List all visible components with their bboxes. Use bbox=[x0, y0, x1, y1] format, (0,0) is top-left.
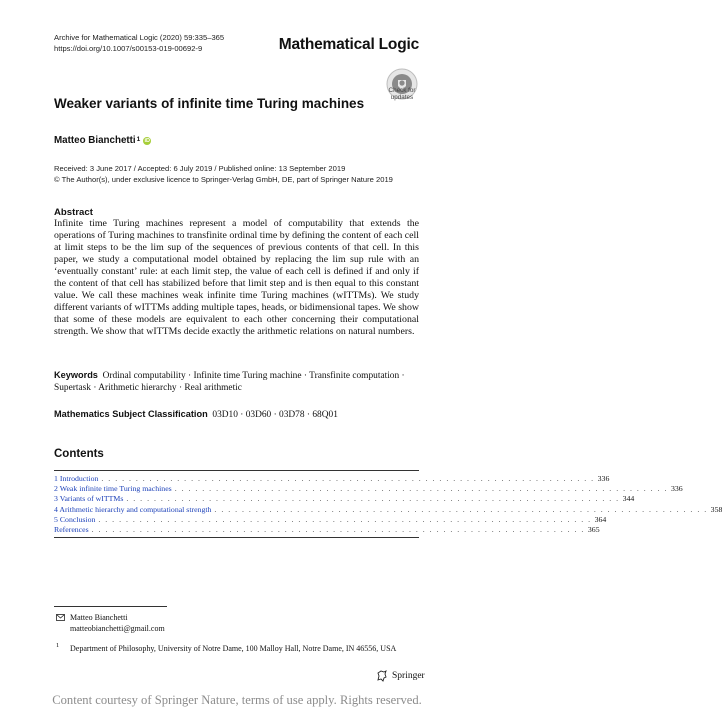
doi-link[interactable]: https://doi.org/10.1007/s00153-019-00692-9 bbox=[54, 44, 203, 53]
abstract-heading: Abstract bbox=[54, 207, 93, 218]
toc-entry-label[interactable]: 1 Introduction bbox=[54, 474, 99, 483]
toc-entry[interactable] bbox=[54, 484, 683, 494]
toc-entry-page: 344 bbox=[622, 494, 635, 504]
springer-horse-icon bbox=[376, 670, 388, 682]
table-of-contents bbox=[54, 474, 722, 535]
abstract-text: Infinite time Turing machines represent a model of computability that extends the operations of Turing machines to transfinite ordinal time by defining the content of each cell at limit steps to be the lim sup of the sequences of previous contents of that cell. In this paper, we study a computational model obtained by replacing the lim sup rule with an ‘eventually constant’ rule: at each limit step, the value of each cell is defined if and only if the content of that cell has stabilized before that limit step and is then equal to this constant value. We call these machines weak infinite time Turing machines (wITTMs). We study different variants of wITTMs adding multiple tapes, heads, or bidimensional tapes. We show that some of these models are equivalent to each other concerning their computational strength. We show that wITTMs decide exactly the arithmetic relations on natural numbers. bbox=[54, 218, 419, 338]
toc-entry-label[interactable]: 2 Weak infinite time Turing machines bbox=[54, 484, 172, 494]
journal-name: Mathematical Logic bbox=[278, 36, 419, 53]
toc-entry-label[interactable]: References bbox=[54, 524, 89, 534]
toc-top-rule bbox=[54, 470, 419, 471]
toc-entry-page: 336 bbox=[670, 484, 683, 494]
author-name: Matteo Bianchetti bbox=[54, 135, 136, 146]
mail-icon bbox=[56, 614, 65, 621]
toc-entry-page: 358 bbox=[710, 504, 722, 514]
toc-entry[interactable] bbox=[54, 504, 722, 515]
courtesy-watermark: Content courtesy of Springer Nature, terms of use apply. Rights reserved. bbox=[52, 693, 422, 707]
toc-leader-dots: . . . . . . . . . . . . . . . . . . . . . . . . . . . . . . . . . . . . . . . . . . . . . . . . . . . . . . . . . . . . . . . . . . . . . . . . bbox=[91, 524, 585, 534]
toc-leader-dots: . . . . . . . . . . . . . . . . . . . . . . . . . . . . . . . . . . . . . . . . . . . . . . . . . . . . . . . . . . . . . . . . . . . . . . . . bbox=[98, 514, 592, 524]
journal-citation: Archive for Mathematical Logic (2020) 59:335–365 bbox=[54, 33, 225, 42]
toc-entry-page: 336 bbox=[597, 474, 610, 483]
toc-entry-label[interactable]: 4 Arithmetic hierarchy and computational strength bbox=[54, 504, 212, 514]
toc-entry-page: 364 bbox=[594, 514, 607, 524]
keywords-block bbox=[54, 369, 419, 394]
keywords-label: Keywords bbox=[54, 370, 98, 380]
contact-email[interactable]: matteobianchetti@gmail.com bbox=[70, 624, 165, 633]
toc-leader-dots: . . . . . . . . . . . . . . . . . . . . . . . . . . . . . . . . . . . . . . . . . . . . . . . . . . . . . . . . . . . . . . . . . . . . . . . . bbox=[126, 494, 620, 504]
paper-title: Weaker variants of infinite time Turing machines bbox=[54, 96, 365, 111]
toc-entry-page: 365 bbox=[587, 524, 600, 534]
author-affiliation-mark: 1 bbox=[136, 136, 141, 143]
contact-name: Matteo Bianchetti bbox=[70, 613, 128, 622]
toc-leader-dots: . . . . . . . . . . . . . . . . . . . . . . . . . . . . . . . . . . . . . . . . . . . . . . . . . . . . . . . . . . . . . . . . . . . . . . . . bbox=[214, 504, 708, 514]
toc-leader-dots: . . . . . . . . . . . . . . . . . . . . . . . . . . . . . . . . . . . . . . . . . . . . . . . . . . . . . . . . . . . . . . . . . . . . . . . . bbox=[101, 474, 595, 483]
affiliation-text: Department of Philosophy, University of Notre Dame, 100 Malloy Hall, Notre Dame, IN 46556, USA bbox=[70, 644, 397, 653]
toc-entry-label[interactable]: 3 Variants of wITTMs bbox=[54, 494, 124, 504]
msc-label: Mathematics Subject Classification bbox=[54, 409, 208, 419]
msc-block bbox=[54, 409, 419, 420]
publication-dates: Received: 3 June 2017 / Accepted: 6 July 2019 / Published online: 13 September 2019 bbox=[54, 164, 346, 173]
toc-entry[interactable] bbox=[54, 524, 600, 535]
msc-codes: 03D10 · 03D60 · 03D78 · 68Q01 bbox=[212, 410, 338, 420]
toc-entry[interactable] bbox=[54, 514, 607, 525]
publisher-mark bbox=[376, 670, 425, 682]
toc-bottom-rule bbox=[54, 537, 419, 538]
toc-leader-dots: . . . . . . . . . . . . . . . . . . . . . . . . . . . . . . . . . . . . . . . . . . . . . . . . . . . . . . . . . . . . . . . . . . . . . . . . bbox=[174, 484, 668, 494]
contents-heading: Contents bbox=[54, 448, 104, 460]
copyright-line: © The Author(s), under exclusive licence to Springer-Verlag GmbH, DE, part of Springer Nature 2019 bbox=[54, 175, 393, 184]
toc-entry-label[interactable]: 5 Conclusion bbox=[54, 514, 96, 524]
author-line bbox=[54, 135, 151, 146]
keywords-text: Ordinal computability · Infinite time Turing machine · Transfinite computation · Supertask · Arithmetic hierarchy · Real arithmetic bbox=[54, 371, 405, 393]
check-updates-label: Check for bbox=[388, 87, 416, 94]
footnote-rule bbox=[54, 606, 167, 607]
orcid-icon[interactable]: iD bbox=[144, 137, 151, 144]
toc-entry[interactable] bbox=[54, 474, 610, 484]
publisher-name: Springer bbox=[392, 671, 425, 681]
check-updates-sublabel: updates bbox=[390, 94, 414, 101]
toc-entry[interactable] bbox=[54, 494, 635, 504]
affiliation-number: 1 bbox=[56, 642, 60, 649]
